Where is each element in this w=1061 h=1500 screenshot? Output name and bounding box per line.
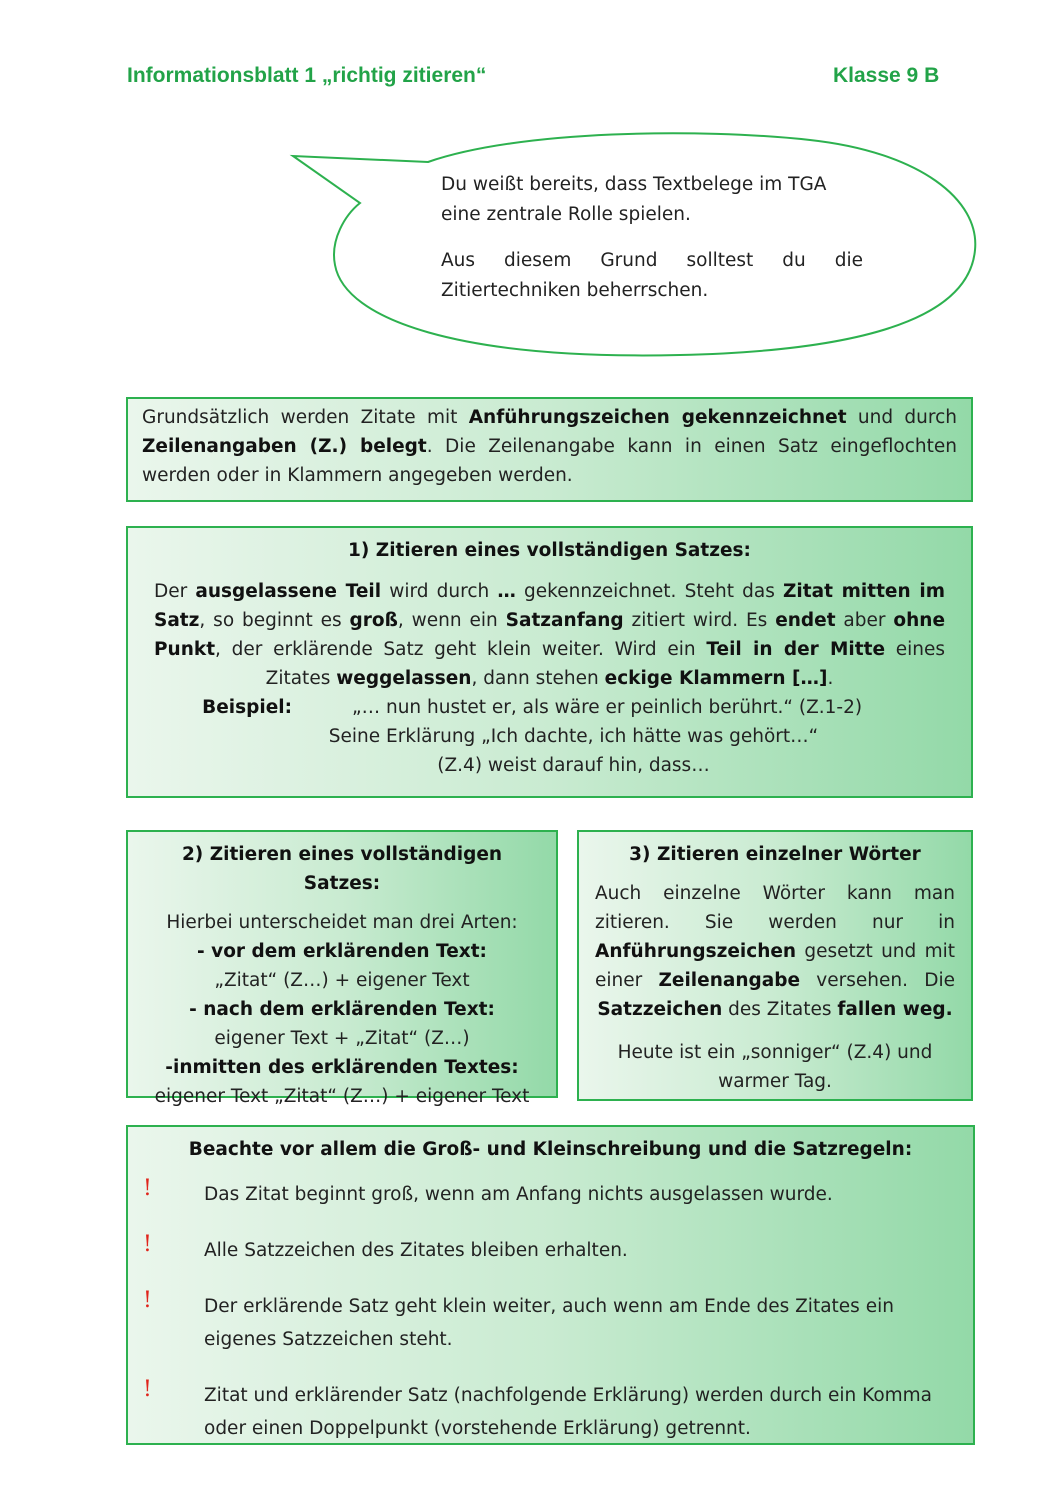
box1-text: .	[827, 668, 834, 689]
box1-text: eines Zitates	[265, 639, 945, 689]
bubble-word: solltest	[686, 250, 754, 271]
box1-text: , wenn ein	[397, 610, 506, 631]
bubble-word: Grund	[600, 250, 658, 271]
box2-heading-3	[142, 1053, 542, 1082]
box1-bold: groß	[349, 610, 398, 631]
bubble-word: Aus	[441, 250, 476, 271]
box1-bold: eckige Klammern […]	[604, 668, 828, 689]
exclamation-icon: !	[143, 1176, 152, 1201]
speech-bubble-text	[441, 170, 863, 322]
intro-bold: Zeilenangaben (Z.) belegt	[142, 436, 427, 457]
rule-item	[143, 1377, 953, 1445]
box1-bold: endet	[775, 610, 836, 631]
bubble-paragraph-2-line1	[441, 246, 863, 276]
box2-heading-2	[142, 995, 542, 1024]
box1-bold: weggelassen	[336, 668, 472, 689]
box1-text: aber	[835, 610, 894, 631]
example-2: Seine Erklärung „Ich dachte, ich hätte was gehört…“ (Z.4) weist darauf hin, dass…	[328, 726, 819, 776]
intro-text: und durch	[846, 407, 957, 428]
class-label: Klasse 9 B	[833, 64, 940, 87]
box3-text: des Zitates	[722, 999, 838, 1020]
box1-text: zitiert wird. Es	[623, 610, 776, 631]
box-quote-types	[126, 830, 558, 1107]
box2-line-3: eigener Text „Zitat“ (Z…) + eigener Text	[154, 1086, 530, 1107]
intro-text: . Die Zeilenangabe kann in einen Satz eingeflochten werden oder in Klammern angegeben werden.	[142, 436, 958, 486]
box3-example: Heute ist ein „sonniger“ (Z.4) und warmer Tag.	[617, 1042, 933, 1092]
box1-text: , der erklärende Satz geht klein weiter. Wird ein	[215, 639, 707, 660]
box3-bold: fallen weg.	[837, 999, 953, 1020]
exclamation-icon: !	[143, 1288, 152, 1313]
box1-text: , dann stehen	[471, 668, 605, 689]
rule-text: Zitat und erklärender Satz (nachfolgende Erklärung) werden durch ein Komma oder einen Doppelpunkt (vorstehende Erklärung) getrennt.	[204, 1385, 933, 1439]
box1-text: wird durch	[381, 581, 498, 602]
bubble-paragraph-2	[441, 246, 863, 306]
box1-bold: Satzanfang	[505, 610, 624, 631]
rule-item	[143, 1232, 953, 1267]
intro-text: Grundsätzlich werden Zitate mit	[142, 407, 469, 428]
box1-bold: …	[497, 581, 516, 602]
box-single-words	[577, 830, 973, 1101]
box2-heading-2-text: - nach dem erklärenden Text:	[189, 999, 495, 1020]
bubble-paragraph-1: Du weißt bereits, dass Textbelege im TGA eine zentrale Rolle spielen.	[441, 174, 827, 225]
exclamation-icon: !	[143, 1377, 152, 1402]
box1-text: , so beginnt es	[199, 610, 350, 631]
box4-title: Beachte vor allem die Groß- und Kleinschreibung und die Satzregeln:	[188, 1139, 913, 1160]
box3-text: Auch einzelne Wörter kann man zitieren. Sie werden nur in	[595, 883, 955, 933]
rule-item	[143, 1176, 953, 1211]
bubble-word: die	[834, 250, 863, 271]
rule-text: Der erklärende Satz geht klein weiter, auch wenn am Ende des Zitates ein eigenes Satzzeichen steht.	[204, 1296, 894, 1350]
rule-item	[143, 1288, 953, 1356]
rule-text: Alle Satzzeichen des Zitates bleiben erhalten.	[204, 1240, 628, 1261]
box3-text: versehen. Die	[800, 970, 955, 991]
box-rules	[126, 1125, 975, 1445]
box3-bold: Satzzeichen	[597, 999, 723, 1020]
intro-bold: Anführungszeichen gekennzeichnet	[468, 407, 847, 428]
box1-body	[152, 577, 947, 693]
bubble-paragraph-2-line2: Zitiertechniken beherrschen.	[441, 280, 709, 301]
box2-heading-3-text: -inmitten des erklärenden Textes:	[165, 1057, 519, 1078]
intro-box	[126, 397, 973, 502]
box3-bold: Zeilenangabe	[658, 970, 801, 991]
example-label: Beispiel:	[202, 697, 292, 718]
box2-heading-1	[142, 937, 542, 966]
box1-title: 1) Zitieren eines vollständigen Satzes:	[348, 540, 751, 561]
rule-text: Das Zitat beginnt groß, wenn am Anfang nichts ausgelassen wurde.	[204, 1184, 833, 1205]
bubble-word: du	[782, 250, 806, 271]
box3-bold: Anführungszeichen	[595, 941, 797, 962]
box2-heading-1-text: - vor dem erklärenden Text:	[197, 941, 487, 962]
box1-text: gekennzeichnet. Steht das	[515, 581, 783, 602]
box3-text: gesetzt und mit einer	[595, 941, 955, 991]
box1-bold: ausgelassene Teil	[195, 581, 382, 602]
page-title: Informationsblatt 1 „richtig zitieren“	[127, 64, 487, 87]
exclamation-icon: !	[143, 1232, 152, 1257]
box3-body	[595, 879, 955, 1024]
box1-bold: Zitat mitten im Satz	[154, 581, 945, 631]
box3-title: 3) Zitieren einzelner Wörter	[629, 844, 921, 865]
box2-title: 2) Zitieren eines vollständigen Satzes:	[181, 844, 503, 894]
box1-bold: Teil in der Mitte	[706, 639, 885, 660]
box1-text: Der	[154, 581, 196, 602]
box1-example-row	[152, 693, 947, 722]
box2-intro: Hierbei unterscheidet man drei Arten:	[166, 912, 518, 933]
box2-line-2: eigener Text + „Zitat“ (Z…)	[214, 1028, 470, 1049]
box1-bold: ohne Punkt	[154, 610, 945, 660]
box2-line-1: „Zitat“ (Z…) + eigener Text	[214, 970, 470, 991]
box-full-sentence	[126, 526, 973, 798]
bubble-word: diesem	[504, 250, 572, 271]
example-1: „… nun hustet er, als wäre er peinlich berührt.“ (Z.1-2)	[352, 697, 863, 718]
